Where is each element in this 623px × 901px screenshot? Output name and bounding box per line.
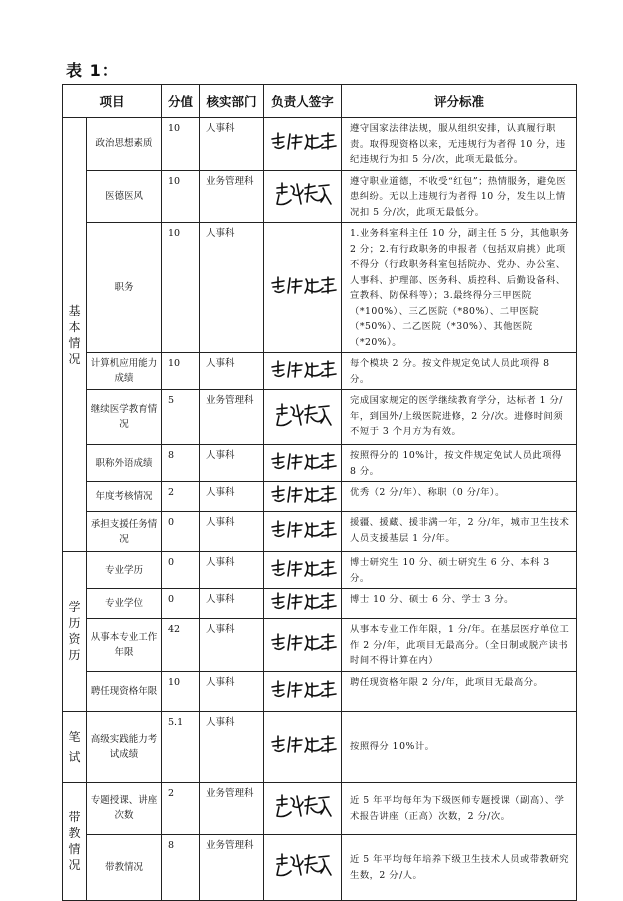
row-dept: 人事科 [200,512,264,552]
row-score: 10 [162,671,200,711]
signature [264,619,342,672]
row-criteria: 优秀（2 分/年）、称职（0 分/年）。 [342,482,577,512]
row-criteria: 完成国家规定的医学继续教育学分，达标者 1 分/年，到国外/上级医院进修，2 分/次。进修时间须不短于 3 个月方为有效。 [342,390,577,445]
row-criteria: 遵守职业道德，不收受“红包”；热情服务，避免医患纠纷。无以上违规行为者得 10 分，发生以上情况扣 5 分/次，此项无最低分。 [342,170,577,223]
header-score: 分值 [162,85,200,118]
row-item: 从事本专业工作年限 [87,619,162,672]
table-row [63,390,577,445]
row-item: 专题授课、讲座次数 [87,782,162,834]
row-dept: 人事科 [200,223,264,353]
signature [264,671,342,711]
row-dept: 人事科 [200,482,264,512]
row-criteria: 援疆、援藏、援非满一年，2 分/年，城市卫生技术人员支援基层 1 分/年。 [342,512,577,552]
signature [264,390,342,445]
signature [264,170,342,223]
row-criteria: 近 5 年平均每年为下级医师专题授课（副高）、学术报告讲座（正高）次数，2 分/次。 [342,782,577,834]
signature [264,589,342,619]
row-dept: 人事科 [200,589,264,619]
row-criteria: 按照得分 10%计。 [342,711,577,782]
table-row [63,589,577,619]
signature [264,834,342,900]
section-exam: 笔 试 [63,711,87,782]
section-basic: 基 本 情 况 [63,118,87,552]
row-score: 10 [162,170,200,223]
table-row [63,711,577,782]
handwritten-signature-image [268,482,338,506]
row-criteria: 聘任现资格年限 2 分/年，此项目无最高分。 [342,671,577,711]
row-criteria: 1.业务科室科主任 10 分，副主任 5 分，其他职务 2 分；2.有行政职务的申报者（包括双肩挑）此项不得分（行政职务科室包括院办、党办、办公室、人事科、护理部、医务科、质控科、后勤设备科、宣教科、防保科等）；3.最终得分三甲医院（*100%）、三乙医院（*80%）、二甲医院（*50%）、二乙医院（*30%）、其他医院（*20%）。 [342,223,577,353]
row-item: 职称外语成绩 [87,445,162,482]
handwritten-signature-image [273,180,333,208]
table-row [63,445,577,482]
row-score: 2 [162,782,200,834]
row-item: 专业学历 [87,552,162,589]
handwritten-signature-image [268,357,338,381]
row-score: 42 [162,619,200,672]
row-item: 聘任现资格年限 [87,671,162,711]
row-criteria: 遵守国家法律法规，服从组织安排，认真履行职责。取得现资格以来，无违规行为者得 10 分，违纪违规行为扣 5 分/次，此项无最低分。 [342,118,577,171]
row-dept: 业务管理科 [200,170,264,223]
row-dept: 人事科 [200,353,264,390]
row-item: 高级实践能力考试成绩 [87,711,162,782]
table-row [63,223,577,353]
row-score: 8 [162,834,200,900]
row-score: 10 [162,118,200,171]
row-dept: 业务管理科 [200,834,264,900]
row-score: 2 [162,482,200,512]
table-row [63,552,577,589]
handwritten-signature-image [268,630,338,654]
row-score: 8 [162,445,200,482]
signature [264,552,342,589]
row-item: 政治思想素质 [87,118,162,171]
row-dept: 业务管理科 [200,390,264,445]
row-criteria: 博士 10 分、硕士 6 分、学士 3 分。 [342,589,577,619]
signature [264,353,342,390]
section-education: 学 历 资 历 [63,552,87,712]
row-score: 0 [162,512,200,552]
table-row [63,834,577,900]
row-score: 5 [162,390,200,445]
row-item: 职务 [87,223,162,353]
row-criteria: 每个模块 2 分。按文件规定免试人员此项得 8 分。 [342,353,577,390]
table-row [63,782,577,834]
row-item: 继续医学教育情况 [87,390,162,445]
row-item: 带教情况 [87,834,162,900]
signature [264,482,342,512]
row-criteria: 近 5 年平均每年培养下级卫生技术人员或带教研究生数，2 分/人。 [342,834,577,900]
page-title: 表 1： [66,61,119,80]
table-row [63,118,577,171]
table-row [63,671,577,711]
row-score: 10 [162,223,200,353]
handwritten-signature-image [268,677,338,701]
handwritten-signature-image [273,851,333,879]
row-dept: 人事科 [200,671,264,711]
handwritten-signature-image [273,401,333,429]
section-teaching: 带 教 情 况 [63,782,87,900]
row-score: 5.1 [162,711,200,782]
row-criteria: 博士研究生 10 分、硕士研究生 6 分、本科 3 分。 [342,552,577,589]
row-score: 0 [162,589,200,619]
row-item: 计算机应用能力成绩 [87,353,162,390]
handwritten-signature-image [268,556,338,580]
handwritten-signature-image [268,449,338,473]
row-item: 医德医风 [87,170,162,223]
header-signature: 负责人签字 [264,85,342,118]
table-row [63,353,577,390]
row-item: 专业学位 [87,589,162,619]
row-item: 承担支援任务情况 [87,512,162,552]
handwritten-signature-image [268,273,338,297]
row-dept: 人事科 [200,711,264,782]
header-dept: 核实部门 [200,85,264,118]
table-row [63,482,577,512]
header-criteria: 评分标准 [342,85,577,118]
row-criteria: 按照得分的 10%计，按文件规定免试人员此项得 8 分。 [342,445,577,482]
handwritten-signature-image [273,792,333,820]
table-row [63,619,577,672]
signature [264,118,342,171]
signature [264,512,342,552]
row-dept: 人事科 [200,445,264,482]
row-dept: 业务管理科 [200,782,264,834]
handwritten-signature-image [268,732,338,756]
handwritten-signature-image [268,129,338,153]
row-dept: 人事科 [200,118,264,171]
signature [264,782,342,834]
handwritten-signature-image [268,517,338,541]
scoring-table [62,84,577,901]
row-dept: 人事科 [200,619,264,672]
table-row [63,170,577,223]
header-item: 项目 [63,85,162,118]
row-score: 10 [162,353,200,390]
signature [264,445,342,482]
row-dept: 人事科 [200,552,264,589]
row-criteria: 从事本专业工作年限，1 分/年。在基层医疗单位工作 2 分/年，此项目无最高分。（全日制或脱产读书时间不得计算在内） [342,619,577,672]
table-row [63,512,577,552]
row-score: 0 [162,552,200,589]
row-item: 年度考核情况 [87,482,162,512]
signature [264,223,342,353]
table-header-row [63,85,577,118]
handwritten-signature-image [268,589,338,613]
signature [264,711,342,782]
